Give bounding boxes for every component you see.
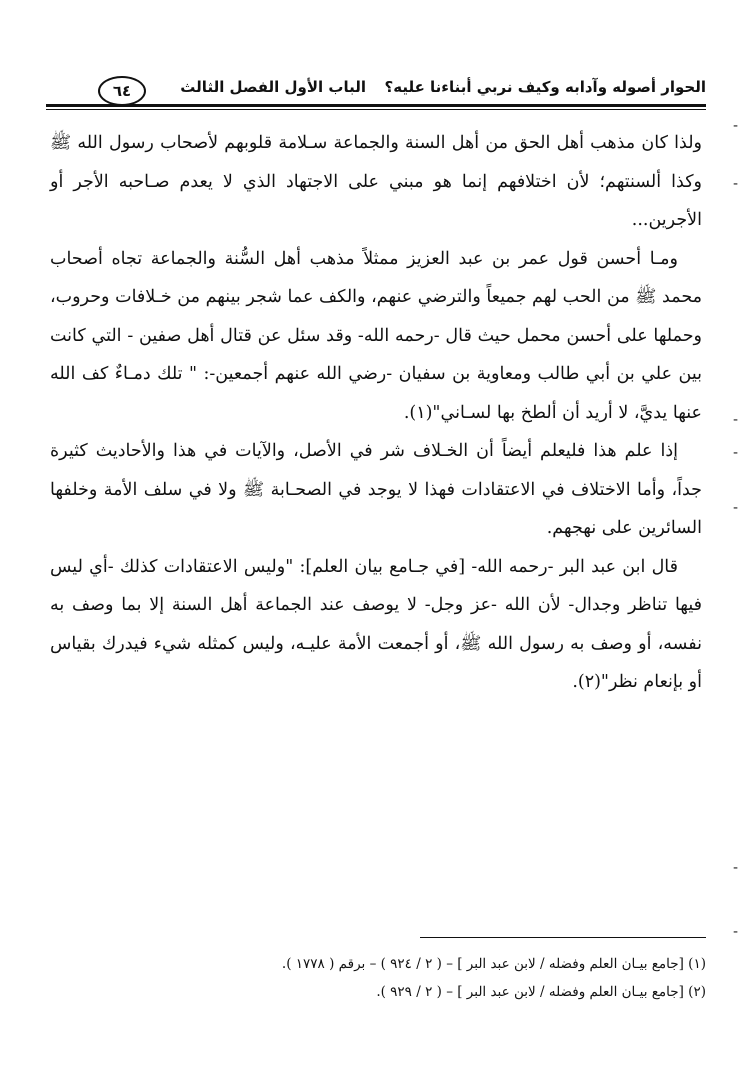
- margin-mark: -: [733, 176, 739, 192]
- margin-mark: -: [733, 924, 739, 940]
- page-number: ٦٤: [98, 76, 146, 106]
- header-rule-thick: [46, 104, 706, 107]
- footnote-separator: [420, 937, 706, 938]
- margin-mark: -: [733, 860, 739, 876]
- paragraph: قال ابن عبد البر -رحمه الله- [في جـامع بيان العلم]: "وليس الاعتقادات كذلك -أي ليس فيها تناظر وجدال- لأن الله -عز وجل- لا يوصف عند الجماعة أهل السنة إلا بما وصف به نفسه، أو وصف به رسول الله ﷺ، أو أجمعت الأمة عليـه، وليس كمثله شيء فيدرك بقياس أو بإنعام نظر"(٢).: [50, 556, 702, 692]
- margin-mark: -: [733, 500, 739, 516]
- footnote: (١) [جامع بيـان العلم وفضله / لابن عبد البر ] – ( ٢ / ٩٢٤ ) – برقم ( ١٧٧٨ ).: [281, 956, 706, 972]
- footnotes: [220, 950, 706, 1006]
- paragraph: إذا علم هذا فليعلم أيضاً أن الخـلاف شر في الأصل، والآيات في هذا والأحاديث كثيرة جداً، وأما الاختلاف في الاعتقادات فهذا لا يوجد في الصحـابة ﷺ ولا في سلف الأمة وخلفها السائرين على نهجهم.: [50, 441, 702, 538]
- header-rule-thin: [46, 109, 706, 110]
- chapter-title: الحوار أصوله وآدابه وكيف نربي أبناءنا عليه؟: [384, 78, 706, 96]
- footnote: (٢) [جامع بيـان العلم وفضله / لابن عبد البر ] – ( ٢ / ٩٢٩ ).: [376, 984, 706, 1000]
- paragraph: ومـا أحسن قول عمر بن عبد العزيز ممثلاً مذهب أهل السُّنة والجماعة تجاه أصحاب محمد ﷺ من الحب لهم جميعاً والترضي عنهم، والكف عما شجر بينهم من خـلافات وحروب، وحملها على أحسن محمل حيث قال -رحمه الله- وقد سئل عن قتال أهل صفين - التي كانت بين علي بن أبي طالب ومعاوية بن سفيان -رضي الله عنهم أجمعين-: " تلك دمـاءٌ كف الله عنها يديَّ، لا أريد أن ألطخ بها لسـاني"(١).: [50, 248, 702, 423]
- paragraph: ولذا كان مذهب أهل الحق من أهل السنة والجماعة سـلامة قلوبهم لأصحاب رسول الله ﷺ وكذا ألسنتهم؛ لأن اختلافهم إنما هو مبني على الاجتهاد الذي لا يعدم صـاحبه الأجر أو الأجرين...: [50, 133, 702, 230]
- page-header: [46, 70, 706, 114]
- section-title: الباب الأول الفصل الثالث: [180, 78, 366, 96]
- body-text: [50, 124, 702, 702]
- margin-mark: -: [733, 118, 739, 134]
- margin-mark: -: [733, 445, 739, 461]
- margin-mark: -: [733, 412, 739, 428]
